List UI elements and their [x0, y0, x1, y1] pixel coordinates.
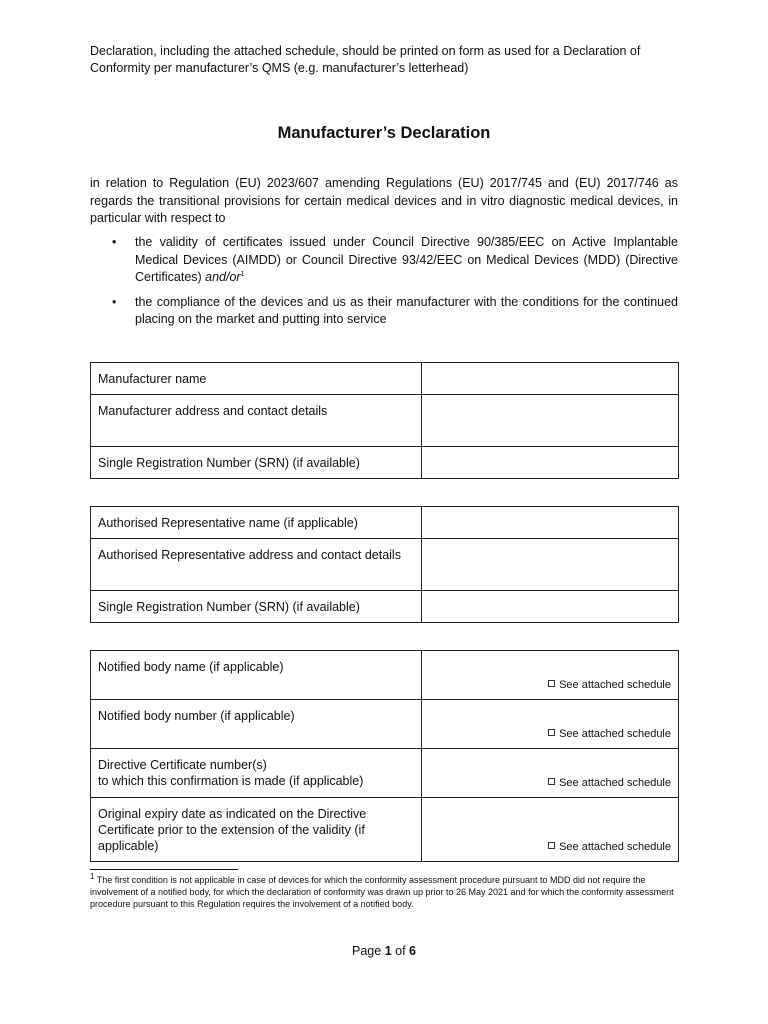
- see-schedule-option[interactable]: [548, 775, 671, 791]
- page-total: 6: [409, 944, 416, 958]
- list-item-text: the validity of certificates issued under Council Directive 90/385/EEC on Active Implantable Medical Devices (AIMDD) or Council Directive 93/42/EEC on Medical Devices (MDD) (Directive Certificates): [135, 235, 678, 284]
- bullet-icon: •: [112, 294, 117, 309]
- notified-body-number-label: Notified body number (if applicable): [91, 700, 422, 749]
- see-schedule-option[interactable]: [548, 677, 671, 693]
- manufacturer-table: [90, 362, 679, 479]
- representative-address-field[interactable]: [422, 539, 679, 591]
- table-row: [91, 591, 679, 623]
- checkbox-icon[interactable]: [548, 680, 555, 687]
- representative-table: [90, 506, 679, 623]
- page-current: 1: [384, 944, 392, 958]
- table-row: [91, 539, 679, 591]
- see-schedule-label: See attached schedule: [559, 841, 671, 853]
- table-row: [91, 798, 679, 862]
- footnote-number: 1: [90, 872, 95, 881]
- conditions-list: [90, 234, 678, 336]
- list-item-text: the compliance of the devices and us as their manufacturer with the conditions for the continued placing on the market and putting into service: [135, 294, 678, 326]
- representative-srn-field[interactable]: [422, 591, 679, 623]
- notified-body-table: [90, 650, 679, 862]
- document-title: Manufacturer’s Declaration: [277, 124, 491, 142]
- table-row: [91, 651, 679, 700]
- see-schedule-option[interactable]: [548, 839, 671, 855]
- certificate-number-label-line2: to which this confirmation is made (if applicable): [98, 774, 364, 788]
- original-expiry-field[interactable]: [422, 798, 679, 862]
- page-of: of: [391, 944, 410, 958]
- bullet-icon: •: [112, 235, 117, 249]
- checkbox-icon[interactable]: [548, 842, 555, 849]
- manufacturer-srn-field[interactable]: [422, 447, 679, 479]
- preamble-note: Declaration, including the attached schedule, should be printed on form as used for a Declaration of Conformity per manufacturer’s QMS (e.g. manufacturer’s letterhead): [90, 44, 641, 75]
- checkbox-icon[interactable]: [548, 778, 555, 785]
- manufacturer-address-field[interactable]: [422, 395, 679, 447]
- certificate-number-label-line1: Directive Certificate number(s): [98, 758, 267, 772]
- page-prefix: Page: [352, 944, 385, 958]
- footnote-divider: [90, 869, 238, 870]
- list-item-emphasis: and/or: [205, 270, 241, 284]
- manufacturer-address-label: Manufacturer address and contact details: [91, 395, 422, 447]
- table-row: [91, 749, 679, 798]
- representative-name-label: Authorised Representative name (if applicable): [91, 507, 422, 539]
- intro-paragraph: in relation to Regulation (EU) 2023/607 amending Regulations (EU) 2017/745 and (EU) 2017/746 as regards the transitional provisions for certain medical devices and in vitro diagnostic medical devices, in particular with respect to: [90, 176, 678, 225]
- footnote: [90, 874, 680, 910]
- table-row: [91, 507, 679, 539]
- see-schedule-option[interactable]: [548, 726, 671, 742]
- certificate-number-field[interactable]: [422, 749, 679, 798]
- representative-name-field[interactable]: [422, 507, 679, 539]
- table-row: [91, 700, 679, 749]
- notified-body-number-field[interactable]: [422, 700, 679, 749]
- table-row: [91, 363, 679, 395]
- notified-body-name-field[interactable]: [422, 651, 679, 700]
- representative-address-label: Authorised Representative address and contact details: [91, 539, 422, 591]
- see-schedule-label: See attached schedule: [559, 777, 671, 789]
- see-schedule-label: See attached schedule: [559, 728, 671, 740]
- original-expiry-label: Original expiry date as indicated on the Directive Certificate prior to the extension of the validity (if applicable): [91, 798, 422, 862]
- manufacturer-name-field[interactable]: [422, 363, 679, 395]
- representative-srn-label: Single Registration Number (SRN) (if available): [91, 591, 422, 623]
- footnote-text: The first condition is not applicable in case of devices for which the conformity assessment procedure pursuant to MDD did not require the involvement of a notified body, for which the declaration of conformity was drawn up prior to 26 May 2021 and for which the conformity assessment procedure pursuant to this Regulation requires the involvement of a notified body.: [90, 875, 674, 909]
- manufacturer-srn-label: Single Registration Number (SRN) (if available): [91, 447, 422, 479]
- manufacturer-name-label: Manufacturer name: [91, 363, 422, 395]
- list-item: [90, 234, 678, 287]
- checkbox-icon[interactable]: [548, 729, 555, 736]
- certificate-number-label: [91, 749, 422, 798]
- footnote-reference[interactable]: 1: [240, 270, 245, 278]
- table-row: [91, 395, 679, 447]
- notified-body-name-label: Notified body name (if applicable): [91, 651, 422, 700]
- see-schedule-label: See attached schedule: [559, 679, 671, 691]
- table-row: [91, 447, 679, 479]
- page-number: [0, 944, 768, 958]
- list-item: [90, 294, 678, 329]
